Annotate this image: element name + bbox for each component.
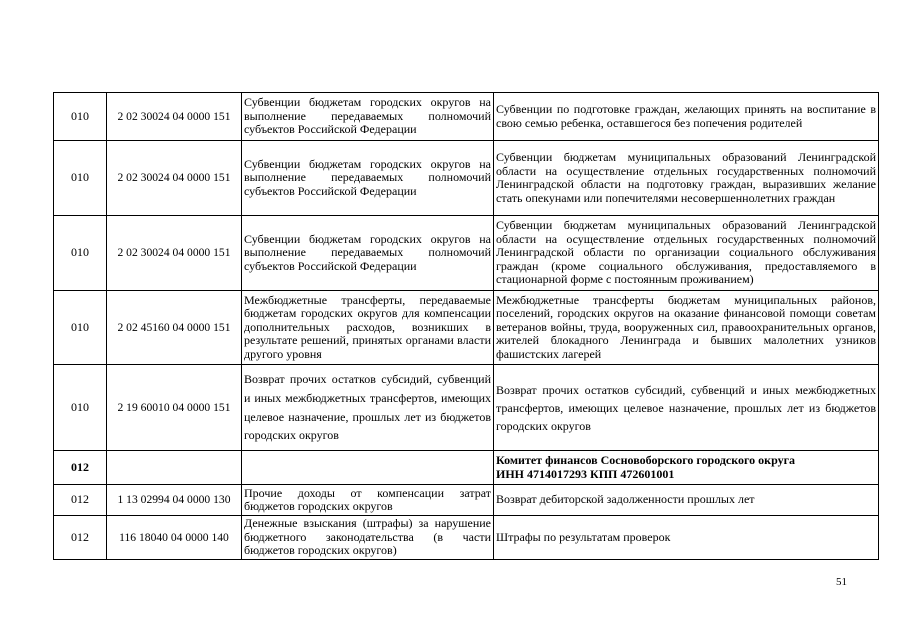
budget-code-cell: 2 02 30024 04 0000 151 bbox=[107, 93, 242, 141]
admin-code-cell: 012 bbox=[54, 485, 107, 516]
admin-code-cell: 010 bbox=[54, 216, 107, 291]
admin-code-cell: 010 bbox=[54, 291, 107, 365]
admin-code-cell: 012 bbox=[54, 516, 107, 560]
page-number: 51 bbox=[836, 576, 847, 588]
income-description-cell: Межбюджетные трансферты бюджетам муниципальных районов, поселений, городских округов на оказание финансовой помощи советам ветеранов войны, труда, вооруженных сил, правоохранительных органов, жителей блокадного Ленинграда и бывших малолетних узников фашистских лагерей bbox=[494, 291, 879, 365]
income-description-cell: Субвенции бюджетам муниципальных образований Ленинградской области на осуществление отдельных государственных полномочий Ленинградской области по организации социального обслуживания граждан (кроме социального обслуживания, предоставляемого в стационарной форме с постоянным проживанием) bbox=[494, 216, 879, 291]
committee-header-cell bbox=[494, 451, 879, 485]
table-row bbox=[54, 291, 879, 365]
table-row bbox=[54, 365, 879, 451]
budget-code-cell: 116 18040 04 0000 140 bbox=[107, 516, 242, 560]
income-name-cell: Субвенции бюджетам городских округов на выполнение передаваемых полномочий субъектов Российской Федерации bbox=[242, 93, 494, 141]
admin-code-cell: 010 bbox=[54, 141, 107, 216]
table-row bbox=[54, 216, 879, 291]
table-row bbox=[54, 516, 879, 560]
table-row bbox=[54, 93, 879, 141]
income-description-cell: Возврат прочих остатков субсидий, субвенций и иных межбюджетных трансфертов, имеющих целевое назначение, прошлых лет из бюджетов городских округов bbox=[494, 365, 879, 451]
income-name-cell: Прочие доходы от компенсации затрат бюджетов городских округов bbox=[242, 485, 494, 516]
income-description-cell: Субвенции бюджетам муниципальных образований Ленинградской области на осуществление отдельных государственных полномочий Ленинградской области на подготовку граждан, выразивших желание стать опекунами или попечителями несовершеннолетних граждан bbox=[494, 141, 879, 216]
admin-code-cell: 012 bbox=[54, 451, 107, 485]
admin-code-cell: 010 bbox=[54, 93, 107, 141]
income-name-cell: Денежные взыскания (штрафы) за нарушение бюджетного законодательства (в части бюджетов городских округов) bbox=[242, 516, 494, 560]
income-description-cell: Субвенции по подготовке граждан, желающих принять на воспитание в свою семью ребенка, оставшегося без попечения родителей bbox=[494, 93, 879, 141]
table-row bbox=[54, 485, 879, 516]
income-name-cell: Субвенции бюджетам городских округов на выполнение передаваемых полномочий субъектов Российской Федерации bbox=[242, 216, 494, 291]
table-row bbox=[54, 141, 879, 216]
income-name-cell: Межбюджетные трансферты, передаваемые бюджетам городских округов для компенсации дополнительных расходов, возникших в результате решений, принятых органами власти другого уровня bbox=[242, 291, 494, 365]
budget-revenue-table bbox=[53, 92, 879, 560]
budget-code-cell: 2 19 60010 04 0000 151 bbox=[107, 365, 242, 451]
budget-code-cell bbox=[107, 451, 242, 485]
admin-code-cell: 010 bbox=[54, 365, 107, 451]
table-row-committee bbox=[54, 451, 879, 485]
budget-code-cell: 2 02 30024 04 0000 151 bbox=[107, 141, 242, 216]
income-description-cell: Штрафы по результатам проверок bbox=[494, 516, 879, 560]
budget-code-cell: 2 02 30024 04 0000 151 bbox=[107, 216, 242, 291]
committee-tax-ids: ИНН 4714017293 КПП 472601001 bbox=[496, 466, 675, 481]
budget-code-cell: 2 02 45160 04 0000 151 bbox=[107, 291, 242, 365]
income-name-cell: Возврат прочих остатков субсидий, субвенций и иных межбюджетных трансфертов, имеющих целевое назначение, прошлых лет из бюджетов городских округов bbox=[242, 365, 494, 451]
income-name-cell bbox=[242, 451, 494, 485]
income-description-cell: Возврат дебиторской задолженности прошлых лет bbox=[494, 485, 879, 516]
committee-title: Комитет финансов Сосновоборского городского округа bbox=[496, 453, 796, 467]
income-name-cell: Субвенции бюджетам городских округов на выполнение передаваемых полномочий субъектов Российской Федерации bbox=[242, 141, 494, 216]
budget-code-cell: 1 13 02994 04 0000 130 bbox=[107, 485, 242, 516]
